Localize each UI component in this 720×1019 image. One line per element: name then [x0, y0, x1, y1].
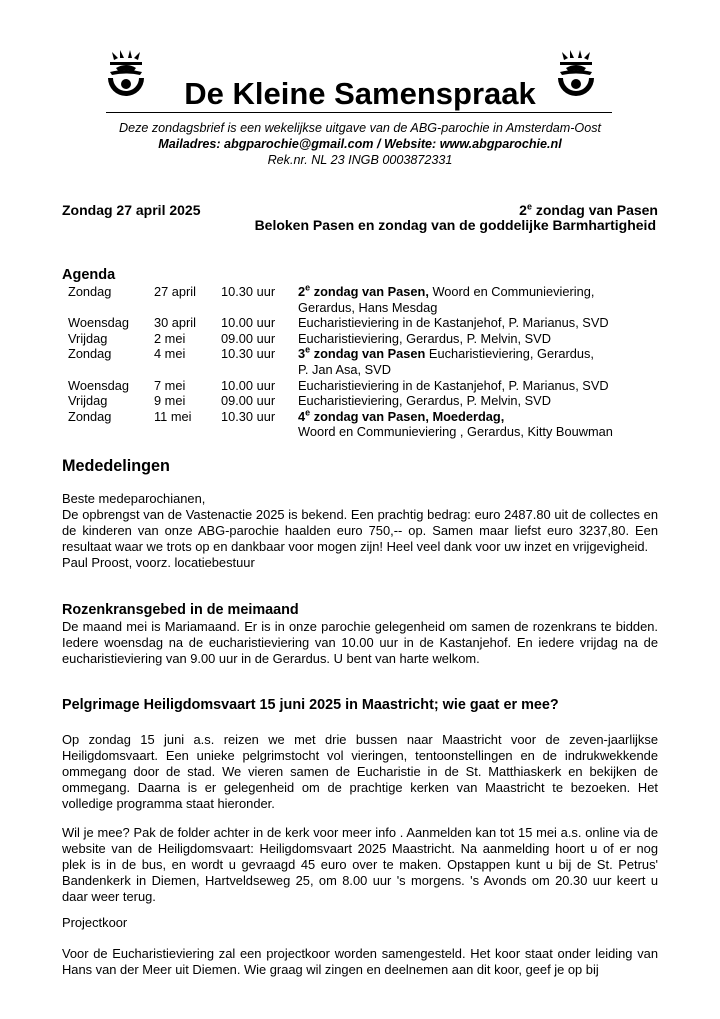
sunday-number: 2	[519, 202, 527, 218]
agenda-day: Zondag	[68, 284, 112, 299]
agenda-desc-bold	[298, 409, 504, 424]
masthead	[0, 48, 720, 120]
agenda-service-detail: Eucharistieviering, Gerardus, P. Melvin, SVD	[298, 330, 551, 346]
agenda-row	[62, 409, 662, 440]
agenda-time: 10.30 uur	[221, 408, 276, 424]
mededelingen-body: De opbrengst van de Vastenactie 2025 is bekend. Een prachtig bedrag: euro 2487.80 uit de collectes en de kinderen van onze ABG-parochie haalden euro 750,-- op. Samen maar liefst euro 3237,80. Een resultaat waar we trots op en dankbaar voor mogen zijn! Heel veel dank voor uw inzet en vrijgevigheid.	[62, 507, 658, 554]
mededelingen-heading: Mededelingen	[62, 457, 170, 475]
agenda-service-name: zondag van Pasen,	[310, 284, 429, 299]
agenda-service-detail: Woord en Communieviering,	[428, 284, 595, 299]
agenda-desc-bold	[298, 346, 425, 361]
sunday-name-text: zondag van Pasen	[531, 202, 658, 218]
agenda-time: 09.00 uur	[221, 393, 276, 409]
agenda-desc-line-1	[298, 315, 662, 331]
agenda-day: Zondag	[68, 408, 112, 424]
agenda-desc-line-1	[298, 378, 662, 394]
agenda-service-detail: Eucharistieviering in de Kastanjehof, P. Marianus, SVD	[298, 377, 609, 393]
agenda-description	[298, 284, 662, 315]
agenda-table	[62, 284, 662, 440]
agenda-ordinal-number: 2	[298, 284, 306, 299]
agenda-desc-line-1	[298, 346, 662, 362]
agenda-desc-bold	[298, 284, 429, 299]
agenda-description	[298, 315, 662, 331]
rozenkrans-body: De maand mei is Mariamaand. Er is in onze parochie gelegenheid om samen de rozenkrans te bidden. Iedere woensdag na de eucharistieviering van 10.00 uur in de Kastanjehof. En iedere vrijdag na de eucharistieviering van 9.00 uur in de Gerardus. U bent van harte welkom.	[62, 619, 658, 666]
agenda-description	[298, 331, 662, 347]
agenda-row	[62, 393, 662, 409]
agenda-date: 7 mei	[154, 377, 186, 393]
agenda-date: 27 april	[154, 284, 196, 299]
agenda-desc-line-1	[298, 331, 662, 347]
agenda-row	[62, 378, 662, 394]
projectkoor-body: Voor de Eucharistieviering zal een projectkoor worden samengesteld. Het koor staat onder leiding van Hans van der Meer uit Diemen. Wie graag wil zingen en deelnemen aan dit koor, geef je op bij	[62, 946, 658, 977]
masthead-tagline: Deze zondagsbrief is een wekelijkse uitgave van de ABG-parochie in Amsterdam-Oost	[118, 121, 602, 135]
agenda-description	[298, 346, 662, 377]
agenda-day: Woensdag	[68, 315, 129, 331]
agenda-row	[62, 315, 662, 331]
agenda-date: 9 mei	[154, 393, 186, 409]
sunday-ordinal: e	[526, 201, 532, 212]
mededelingen-greeting: Beste medeparochianen,	[62, 491, 206, 506]
agenda-time: 10.30 uur	[221, 284, 276, 299]
agenda-day: Woensdag	[68, 377, 129, 393]
agenda-service-detail: Eucharistieviering, Gerardus, P. Melvin, SVD	[298, 393, 551, 409]
agenda-time: 10.30 uur	[221, 346, 276, 362]
masthead-contact: Mailadres: abgparochie@gmail.com / Website: www.abgparochie.nl	[158, 137, 562, 151]
sunday-subtitle: Beloken Pasen en zondag van de goddelijke Barmhartigheid	[254, 217, 656, 233]
agenda-date: 2 mei	[154, 330, 186, 346]
agenda-service-detail: Eucharistieviering in de Kastanjehof, P. Marianus, SVD	[298, 315, 609, 331]
agenda-row	[62, 284, 662, 315]
agenda-ordinal-number: 4	[298, 408, 306, 424]
agenda-service-detail: Eucharistieviering, Gerardus,	[425, 346, 594, 362]
agenda-ordinal-suffix: e	[305, 407, 311, 418]
agenda-service-name: zondag van Pasen, Moederdag,	[310, 408, 505, 424]
agenda-ordinal-suffix: e	[305, 282, 311, 293]
agenda-time: 10.00 uur	[221, 315, 276, 331]
agenda-desc-line-2: Gerardus, Hans Mesdag	[298, 299, 438, 315]
agenda-ordinal-number: 3	[298, 346, 306, 362]
agenda-desc-line-2: Woord en Communieviering , Gerardus, Kitty Bouwman	[298, 424, 613, 440]
agenda-row	[62, 346, 662, 377]
agenda-description	[298, 409, 662, 440]
rozenkrans-heading: Rozenkransgebed in de meimaand	[62, 602, 299, 618]
agenda-ordinal-suffix: e	[305, 345, 311, 356]
newsletter-title: De Kleine Samenspraak	[184, 76, 536, 111]
pelgrimage-heading: Pelgrimage Heiligdomsvaart 15 juni 2025 in Maastricht; wie gaat er mee?	[62, 697, 559, 713]
agenda-time: 10.00 uur	[221, 377, 276, 393]
agenda-desc-line-1	[298, 409, 662, 425]
agenda-row	[62, 331, 662, 347]
agenda-desc-line-2: P. Jan Asa, SVD	[298, 361, 391, 377]
agenda-day: Zondag	[68, 346, 112, 362]
projectkoor-heading: Projectkoor	[62, 915, 128, 930]
agenda-time: 09.00 uur	[221, 330, 276, 346]
agenda-day: Vrijdag	[68, 330, 108, 346]
agenda-date: 4 mei	[154, 346, 186, 362]
agenda-day: Vrijdag	[68, 393, 108, 409]
masthead-rule	[106, 112, 612, 113]
agenda-date: 11 mei	[154, 408, 192, 424]
sunday-name	[519, 202, 658, 218]
pelgrimage-paragraph-2: Wil je mee? Pak de folder achter in de kerk voor meer info . Aanmelden kan tot 15 mei a.s. online via de website van de Heiligdomsvaart: Heiligdomsvaart 2025 Maastricht. Na aanmelding hoort u of er nog plek is in de bus, en wordt u gevraagd 45 euro over te maken. Opstappen kunt u bij de St. Petrus' Bandenkerk in Diemen, Hartveldseweg 25, om 8.00 uur 's morgens. 's Avonds om 20.30 uur keert u daar weer terug.	[62, 825, 658, 904]
agenda-service-name: zondag van Pasen	[310, 346, 426, 362]
agenda-description	[298, 378, 662, 394]
agenda-heading: Agenda	[62, 267, 116, 283]
agenda-desc-line-1	[298, 284, 662, 300]
pelgrimage-paragraph-1: Op zondag 15 juni a.s. reizen we met drie bussen naar Maastricht voor de zeven-jaarlijkse Heiligdomsvaart. Een unieke pelgrimstocht vol vieringen, tentoonstellingen en de indrukwekkende ommegang door de stad. We vieren samen de Eucharistie in de St. Matthiaskerk en bekijken de ommegang. Daarna is er gelegenheid om de prachtige kerken van Maastricht te bezoeken. Het volledige programma staat hieronder.	[62, 732, 658, 811]
mededelingen-signature: Paul Proost, voorz. locatiebestuur	[62, 555, 255, 570]
masthead-bank-account: Rek.nr. NL 23 INGB 0003872331	[267, 153, 453, 167]
sunday-date: Zondag 27 april 2025	[62, 202, 201, 218]
agenda-description	[298, 393, 662, 409]
agenda-desc-line-1	[298, 393, 662, 409]
agenda-date: 30 april	[154, 315, 196, 331]
